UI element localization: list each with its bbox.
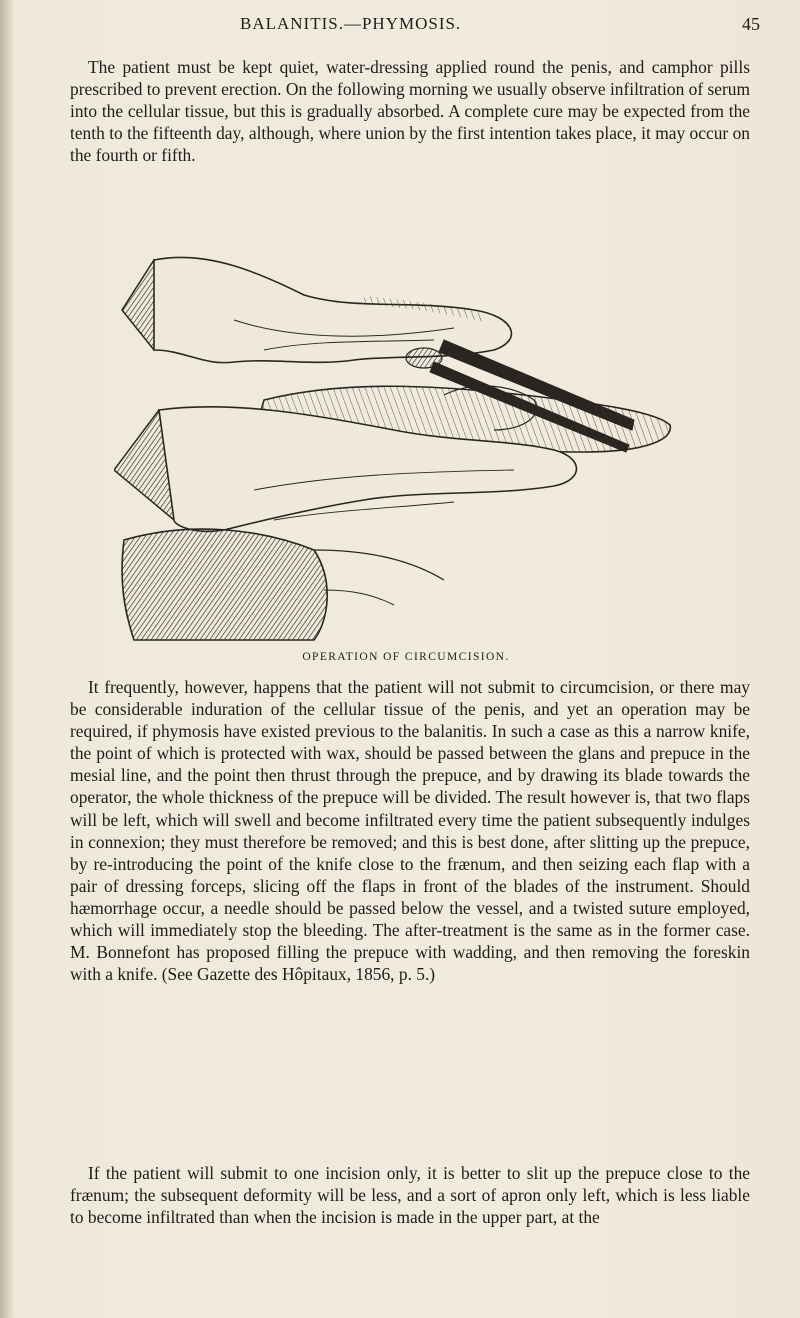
running-title: BALANITIS.—PHYMOSIS.	[240, 14, 462, 33]
page-number: 45	[742, 14, 760, 34]
paragraph-text: The patient must be kept quiet, water-dressing applied round the penis, and camphor pills prescribed to prevent erection. On the following morning we usually observe infiltration of serum into the cellular tissue, but this is gradually absorbed. A complete cure may be expected from the tenth to the fifteenth day, although, where union by the first intention takes place, it may occur on the fourth or fifth.	[70, 57, 750, 166]
sleeve-illustration	[122, 529, 444, 640]
figure-caption	[0, 651, 800, 663]
circumcision-engraving	[114, 190, 678, 644]
paragraph-text: It frequently, however, happens that the patient will not submit to circumcision, or there may be considerable induration of the cellular tissue of the penis, and yet an operation may be required, if phymosis have existed previous to the balanitis. In such a case as this a narrow knife, the point of which is protected with wax, should be passed between the glans and prepuce in the mesial line, and the point then thrust through the prepuce, and by drawing its blade towards the operator, the whole thickness of the prepuce will be divided. The result however is, that two flaps will be left, which will swell and become infiltrated every time the patient subsequently indulges in connexion; they must therefore be removed; and this is best done, after slitting up the prepuce, by re-introducing the point of the knife close to the frænum, and then seizing each flap with a pair of dressing forceps, slicing off the flaps in front of the blades of the instrument. Should hæmorrhage occur, a needle should be passed below the vessel, and a twisted suture employed, which will immediately stop the bleeding. The after-treatment is the same as in the former case. M. Bonnefont has proposed filling the prepuce with wadding, and then removing the foreskin with a knife. (See Gazette des Hôpitaux, 1856, p. 5.)	[70, 677, 750, 985]
figure-caption-text: OPERATION OF CIRCUMCISION.	[302, 651, 510, 663]
paragraph-incision	[70, 1162, 750, 1228]
paragraph-aftercare	[70, 56, 750, 166]
running-head	[240, 14, 760, 40]
paragraph-operation	[70, 676, 750, 985]
engraving-figure	[114, 190, 678, 644]
paragraph-text: If the patient will submit to one incision only, it is better to slit up the prepuce close to the frænum; the subsequent deformity will be less, and a sort of apron only left, which is less liable to become infiltrated than when the incision is made in the upper part, at the	[70, 1163, 750, 1228]
